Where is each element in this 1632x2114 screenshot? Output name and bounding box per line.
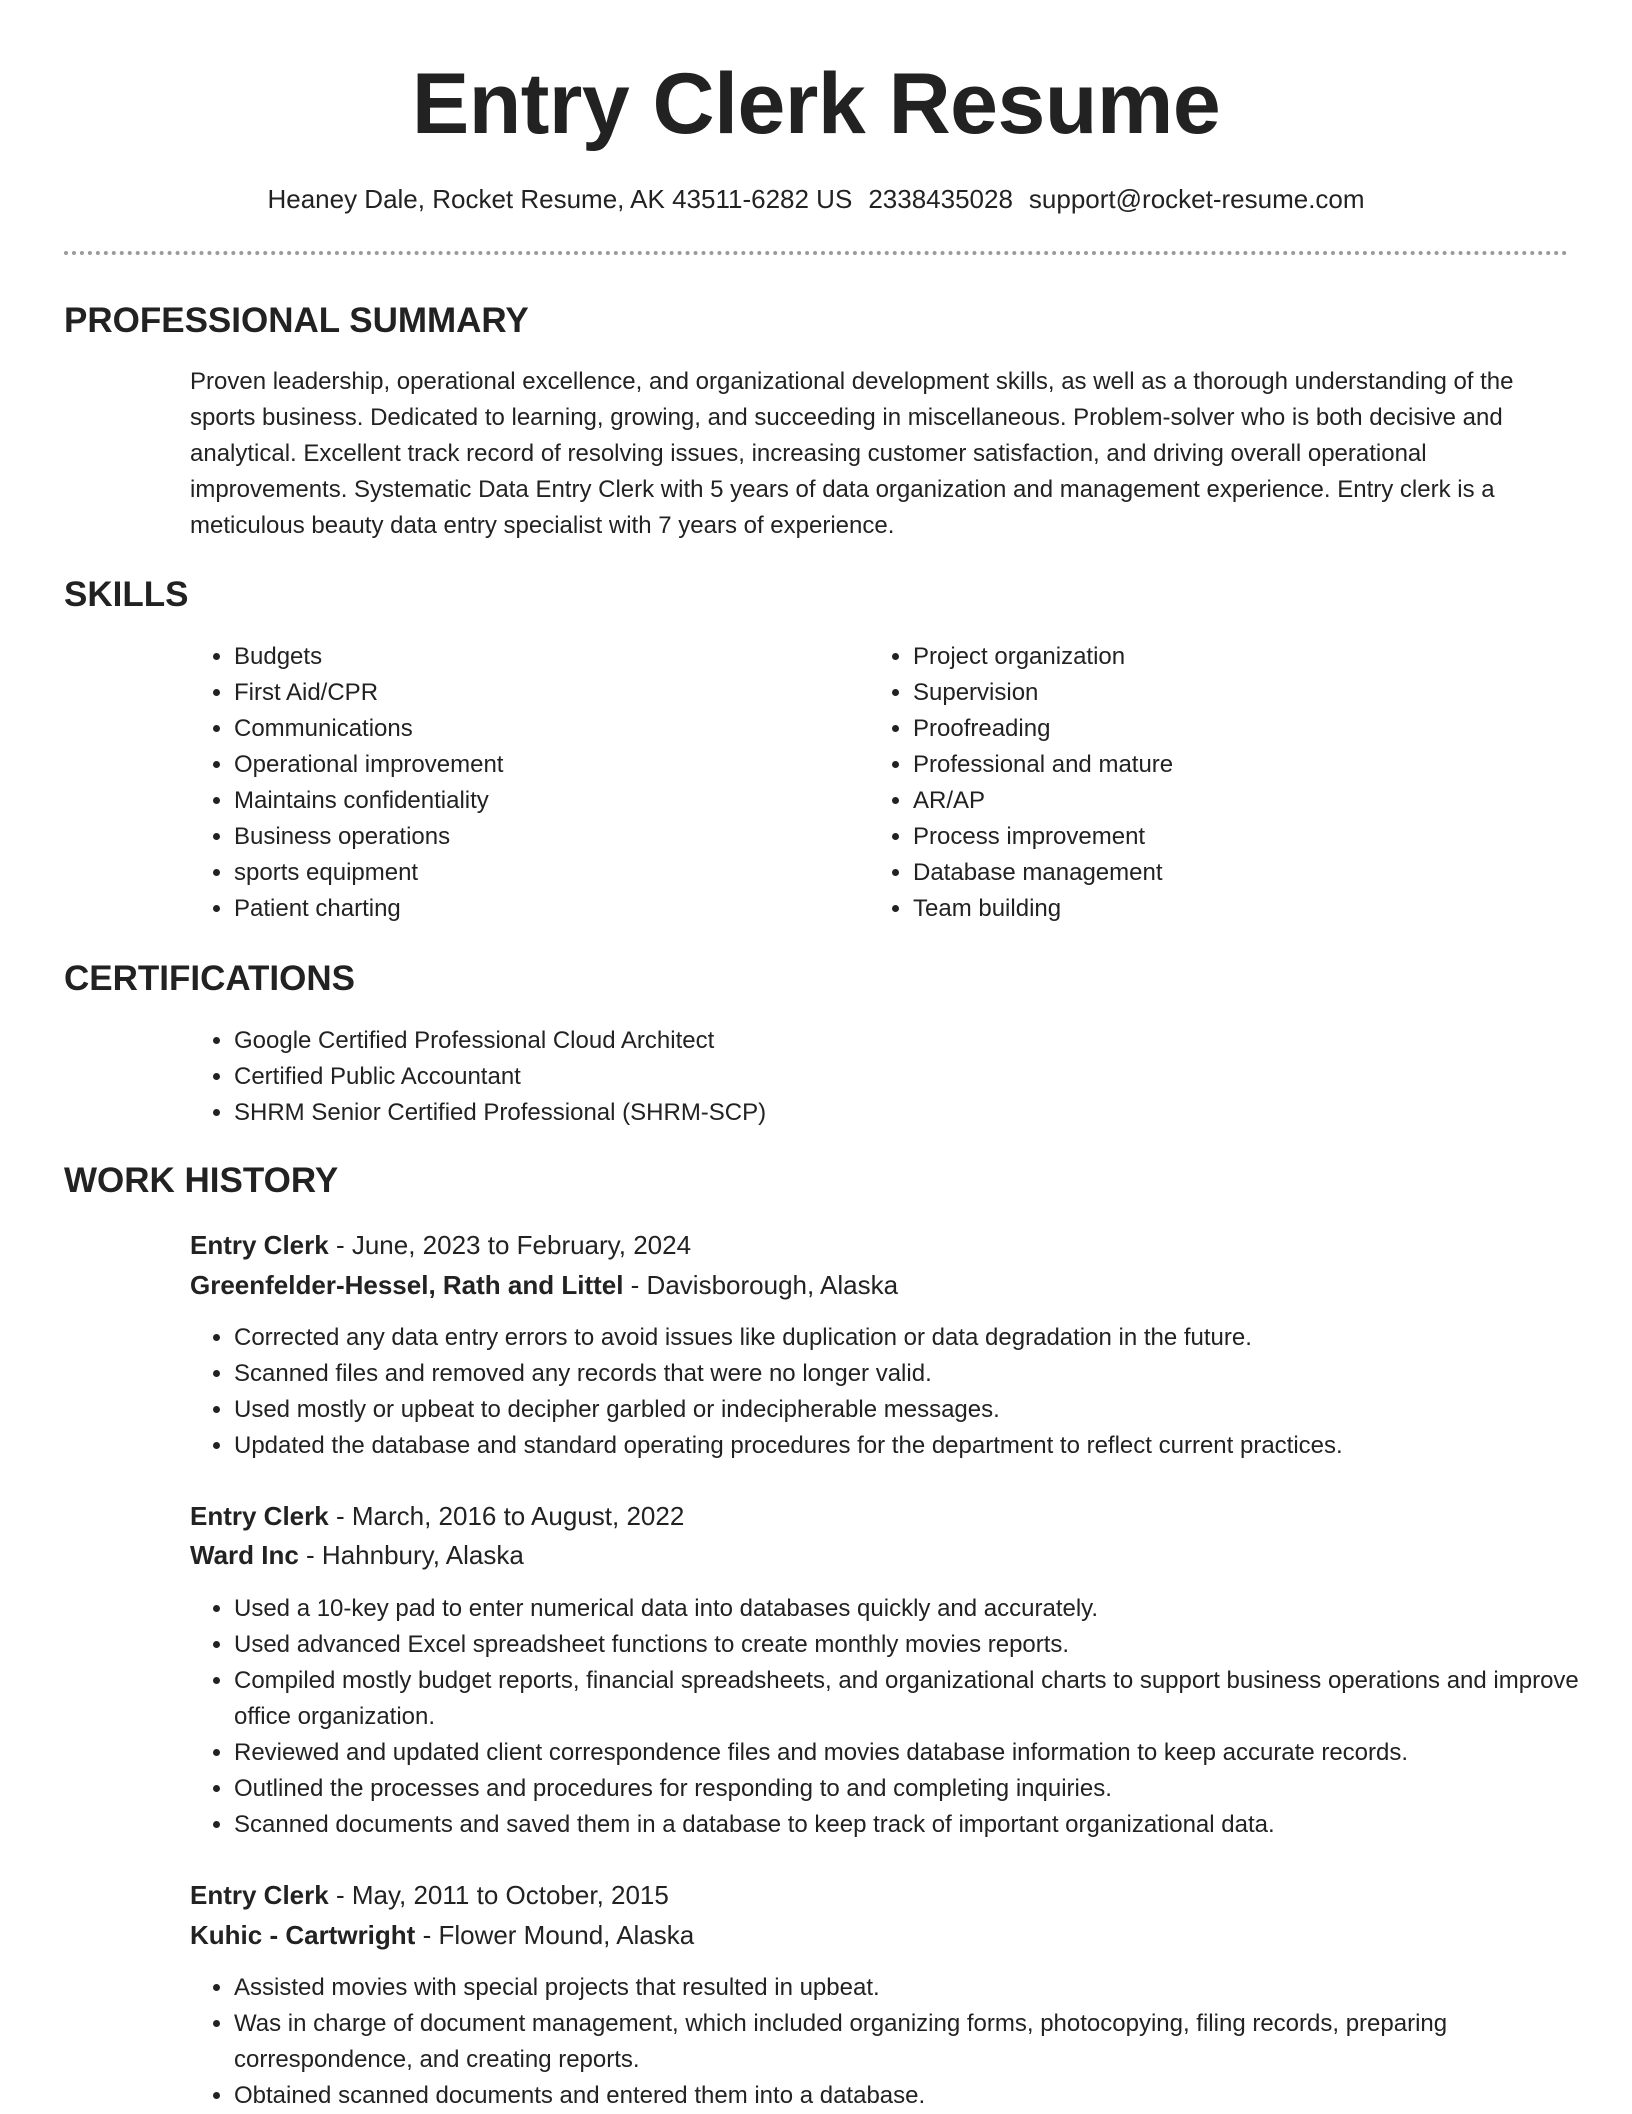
page-title: Entry Clerk Resume <box>411 56 1221 152</box>
job-bullet: • Updated the database and standard operating procedures for the department to reflect current practices. <box>234 1428 1614 1464</box>
job-title-line <box>190 1877 669 1913</box>
job-title-line <box>190 1498 684 1534</box>
skill-item: • Project organization <box>913 639 1533 675</box>
skill-item: • Database management <box>913 855 1533 891</box>
job-company: Ward Inc <box>190 1540 299 1570</box>
job-location: - Flower Mound, Alaska <box>415 1920 695 1950</box>
summary-heading: PROFESSIONAL SUMMARY <box>64 301 529 340</box>
job-bullet: • Assisted movies with special projects that resulted in upbeat. <box>234 1970 1614 2006</box>
skill-item: • Patient charting <box>234 891 854 927</box>
contact-line <box>0 182 1632 216</box>
job-bullets <box>190 1320 1614 1464</box>
job-title-line <box>190 1227 691 1263</box>
job-company-line <box>190 1917 694 1953</box>
skill-item: • AR/AP <box>913 783 1533 819</box>
job-bullet: • Corrected any data entry errors to avoid issues like duplication or data degradation in the future. <box>234 1320 1614 1356</box>
skill-item: • Proofreading <box>913 711 1533 747</box>
job-company: Greenfelder-Hessel, Rath and Littel <box>190 1270 624 1300</box>
skills-list-right <box>869 639 1533 927</box>
job-bullet: • Was in charge of document management, which included organizing forms, photocopying, filing records, preparing correspondence, and creating reports. <box>234 2006 1614 2078</box>
job-bullet: • Reviewed and updated client correspondence files and movies database information to keep accurate records. <box>234 1735 1614 1771</box>
certification-item: • Certified Public Accountant <box>234 1059 1614 1095</box>
job-bullet: • Outlined the processes and procedures for responding to and completing inquiries. <box>234 1771 1614 1807</box>
skill-item: • Budgets <box>234 639 854 675</box>
job-bullet: • Used advanced Excel spreadsheet functions to create monthly movies reports. <box>234 1627 1614 1663</box>
job-company: Kuhic - Cartwright <box>190 1920 416 1950</box>
job-bullet: • Used a 10-key pad to enter numerical data into databases quickly and accurately. <box>234 1591 1614 1627</box>
skill-item: • Team building <box>913 891 1533 927</box>
job-location: - Davisborough, Alaska <box>623 1270 899 1300</box>
certification-item: • SHRM Senior Certified Professional (SHRM-SCP) <box>234 1095 1614 1131</box>
certifications-list <box>190 1023 1614 1131</box>
skill-item: • Professional and mature <box>913 747 1533 783</box>
skill-item: • First Aid/CPR <box>234 675 854 711</box>
contact-email: support@rocket-resume.com <box>1028 184 1365 214</box>
skill-item: • Supervision <box>913 675 1533 711</box>
skills-heading: SKILLS <box>64 575 189 614</box>
skill-item: • Process improvement <box>913 819 1533 855</box>
job-title: Entry Clerk <box>190 1501 329 1531</box>
job-title: Entry Clerk <box>190 1880 329 1910</box>
skill-item: • Maintains confidentiality <box>234 783 854 819</box>
job-dates: - May, 2011 to October, 2015 <box>328 1880 669 1910</box>
skills-list-left <box>190 639 854 927</box>
job-bullet: • Used mostly or upbeat to decipher garbled or indecipherable messages. <box>234 1392 1614 1428</box>
work-history-heading: WORK HISTORY <box>64 1161 339 1200</box>
job-company-line <box>190 1267 898 1303</box>
job-title: Entry Clerk <box>190 1230 329 1260</box>
skill-item: • Business operations <box>234 819 854 855</box>
skill-item: • Communications <box>234 711 854 747</box>
job-dates: - June, 2023 to February, 2024 <box>328 1230 692 1260</box>
job-bullet: • Scanned documents and saved them in a database to keep track of important organizational data. <box>234 1807 1614 1843</box>
job-bullets <box>190 1970 1614 2114</box>
job-dates: - March, 2016 to August, 2022 <box>328 1501 685 1531</box>
job-bullets <box>190 1591 1614 1843</box>
skill-item: • sports equipment <box>234 855 854 891</box>
contact-phone: 2338435028 <box>868 184 1013 214</box>
summary-text: Proven leadership, operational excellence, and organizational development skills, as well as a thorough understanding of the sports business. Dedicated to learning, growing, and succeeding in miscellaneous. Problem-solver who is both decisive and analytical. Excellent track record of resolving issues, increasing customer satisfaction, and driving overall operational improvements. Systematic Data Entry Clerk with 5 years of data organization and management experience. Entry clerk is a meticulous beauty data entry specialist with 7 years of experience. <box>190 368 1514 539</box>
certifications-heading: CERTIFICATIONS <box>64 959 356 998</box>
job-company-line <box>190 1537 524 1573</box>
job-bullet: • Obtained scanned documents and entered them into a database. <box>234 2078 1614 2114</box>
header-divider <box>64 251 1568 255</box>
job-bullet: • Scanned files and removed any records that were no longer valid. <box>234 1356 1614 1392</box>
certification-item: • Google Certified Professional Cloud Architect <box>234 1023 1614 1059</box>
contact-address: Heaney Dale, Rocket Resume, AK 43511-6282 US <box>267 184 853 214</box>
job-location: - Hahnbury, Alaska <box>298 1540 524 1570</box>
skill-item: • Operational improvement <box>234 747 854 783</box>
job-bullet: • Compiled mostly budget reports, financial spreadsheets, and organizational charts to support business operations and improve office organization. <box>234 1663 1614 1735</box>
